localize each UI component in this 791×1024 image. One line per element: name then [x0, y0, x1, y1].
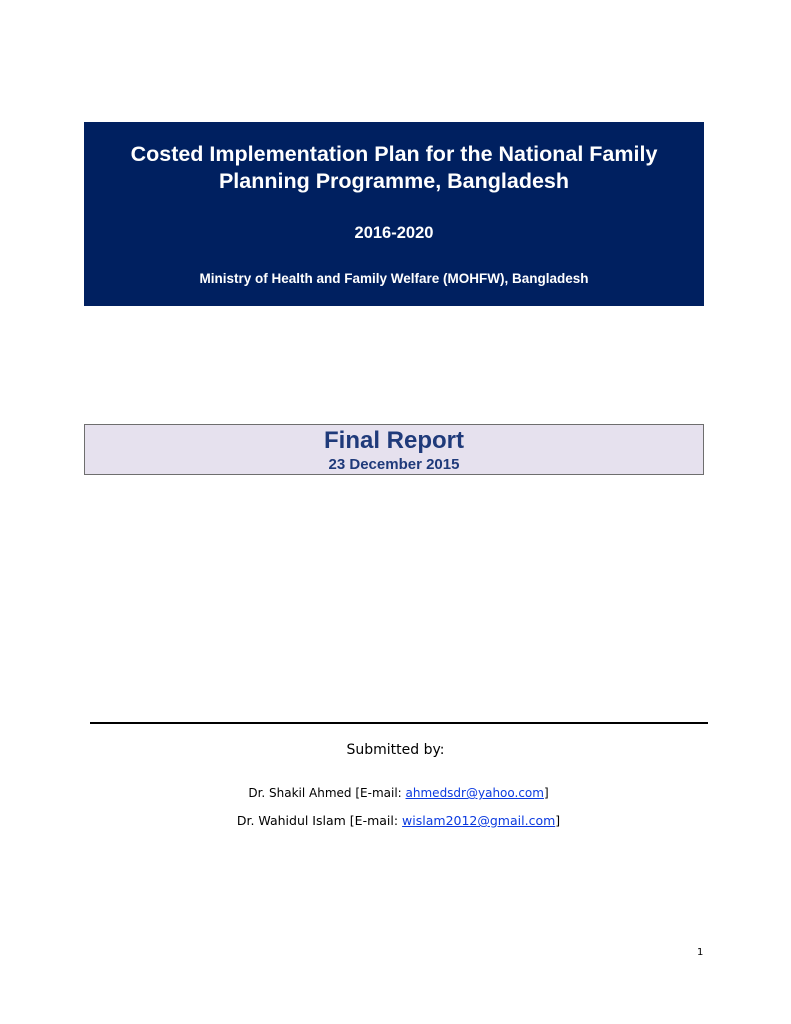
author-name: Dr. Shakil Ahmed [E-mail: — [248, 786, 406, 800]
author-email-link[interactable]: wislam2012@gmail.com — [402, 813, 556, 828]
page-number: 1 — [697, 947, 704, 958]
author-suffix: ] — [555, 813, 561, 828]
document-title-line-2: Planning Programme, Bangladesh — [218, 169, 570, 193]
author-email-link[interactable]: ahmedsdr@yahoo.com — [405, 786, 544, 800]
submitted-by-label: Submitted by: — [346, 742, 445, 758]
ministry-name: Ministry of Health and Family Welfare (MOHFW), Bangladesh — [199, 271, 589, 286]
title-banner — [84, 122, 704, 306]
plan-years: 2016-2020 — [354, 224, 434, 242]
author-name: Dr. Wahidul Islam [E-mail: — [236, 813, 403, 828]
report-title: Final Report — [323, 427, 464, 454]
section-divider — [90, 722, 708, 724]
report-banner — [84, 424, 704, 475]
author-suffix: ] — [543, 786, 549, 800]
author-entry — [0, 785, 791, 801]
document-title — [84, 141, 704, 195]
report-date: 23 December 2015 — [328, 456, 460, 473]
document-title-line-1: Costed Implementation Plan for the National Family — [130, 142, 658, 166]
author-entry — [0, 813, 791, 829]
